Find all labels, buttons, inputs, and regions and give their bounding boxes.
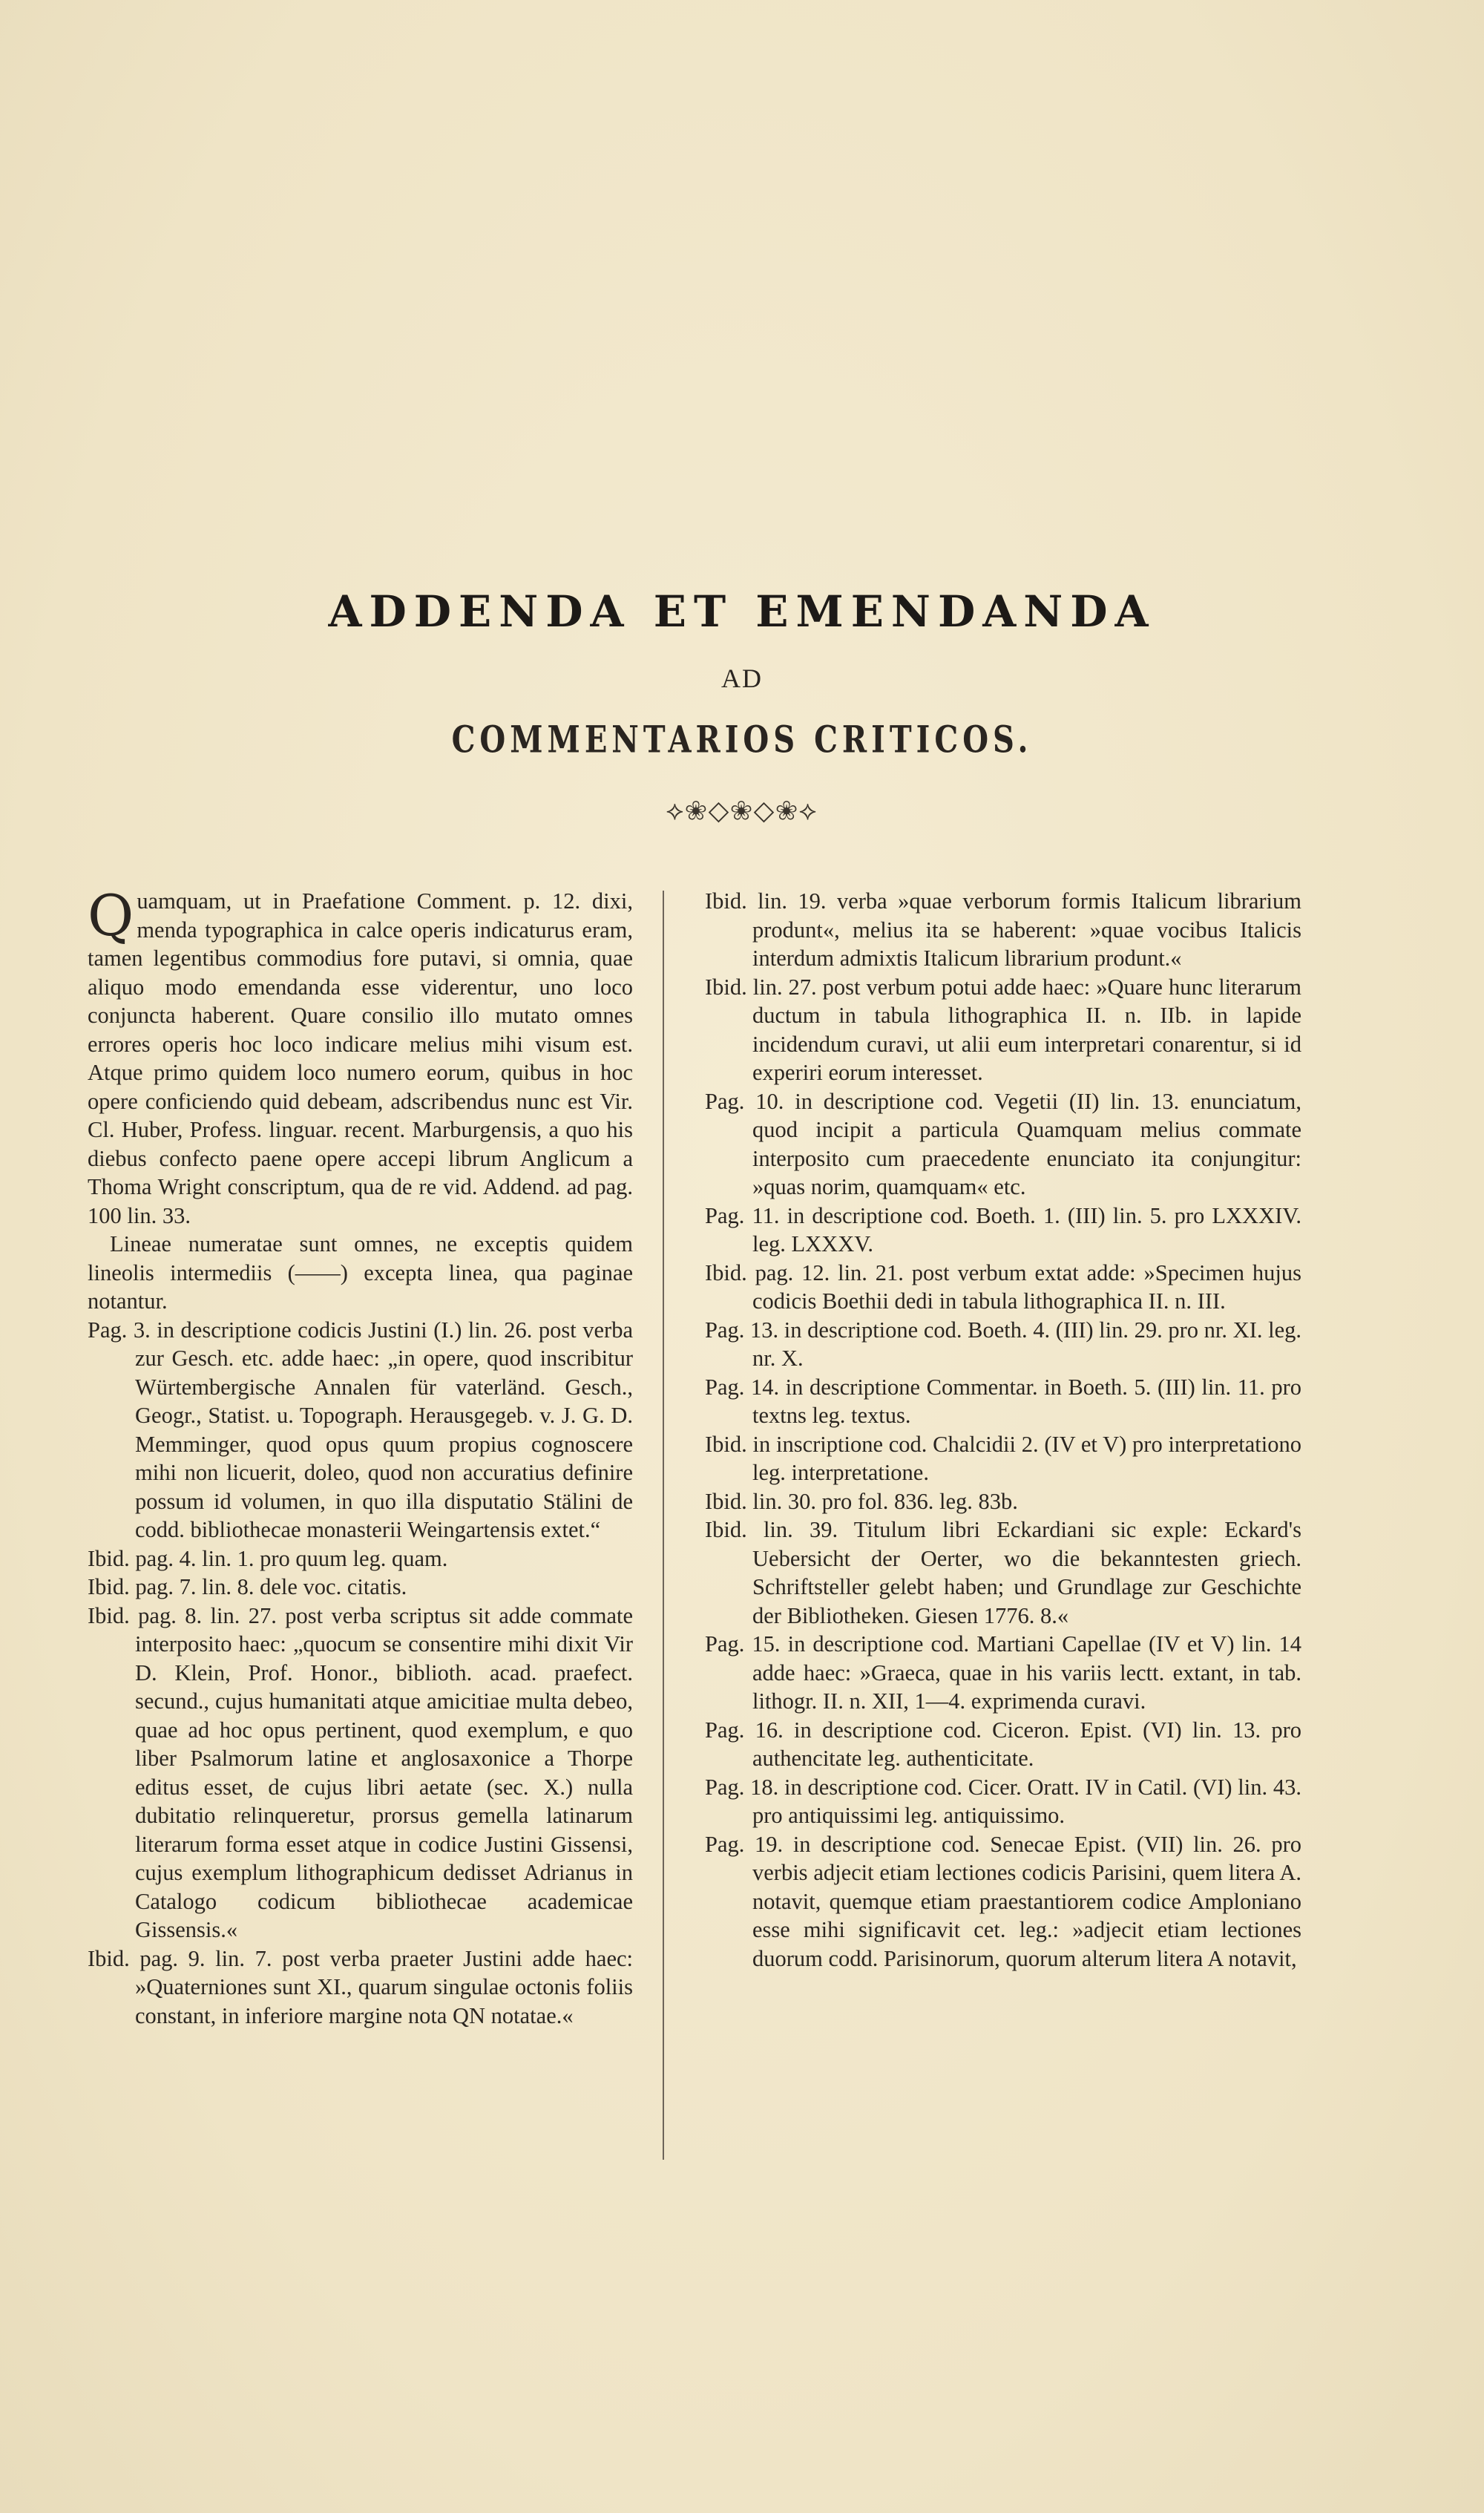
erratum-entry: Ibid. lin. 30. pro fol. 836. leg. 83b. [705, 1488, 1018, 1514]
erratum-entry: Ibid. lin. 27. post verbum potui adde haec: »Quare hunc literarum ductum in tabula lithographica II. n. IIb. in lapide incidendum curavi, ut alii eum interpretari conarentur, si id experiri eorum interesset. [705, 974, 1301, 1085]
intro-paragraph [88, 882, 633, 1230]
erratum-entry: Pag. 18. in descriptione cod. Cicer. Oratt. IV in Catil. (VI) lin. 43. pro antiquissimi leg. antiquissimo. [705, 1774, 1301, 1828]
intro-text: uamquam, ut in Praefatione Comment. p. 12. dixi, menda typographica in calce operis indicaturus eram, tamen legentibus commodius fore putavi, si omnia, quae aliquo modo emendanda esse viderentur, uno loco conjuncta haberent. Quare consilio illo mutato omnes errores operis hoc loco indicare melius mihi visum est. Atque primo quidem loco numero eorum, quibus in hoc opere conficiendo quid debeam, adscribendus nunc est Vir. Cl. Huber, Profess. linguar. recent. Marburgensis, a quo his diebus confecto paene opere accepi librum Anglicum a Thoma Wright conscriptum, qua de re vid. Addend. ad pag. 100 lin. 33. [88, 888, 633, 1228]
erratum-entry: Ibid. pag. 4. lin. 1. pro quum leg. quam. [88, 1545, 448, 1571]
erratum-entry: Ibid. pag. 9. lin. 7. post verba praeter Justini adde haec: »Quaterniones sunt XI., quarum singulae octonis foliis constant, in inferiore margine nota QN notatae.« [88, 1945, 633, 2028]
erratum-entry: Pag. 19. in descriptione cod. Senecae Epist. (VII) lin. 26. pro verbis adjecit etiam lectiones codicis Parisini, quem litera A. notavit, quemque etiam praestantiorem codice Amploniano esse mihi significavit cet. leg.: »adjecit etiam lectiones duorum codd. Parisinorum, quorum alterum litera A notavit, [705, 1831, 1301, 1971]
column-divider [663, 891, 664, 2160]
erratum-entry: Ibid. pag. 8. lin. 27. post verba scriptus sit adde commate interposito haec: „quocum se consentire mihi dixit Vir D. Klein, Prof. Honor., biblioth. acad. praefect. secund., cujus humanitati atque amicitiae multa debeo, quae ad hoc opus pertinent, quod exemplum, e quo liber Psalmorum latine et anglosaxonice a Thorpe editus esset, de cujus libri aetate (sec. X.) nulla dubitatio relinqueretur, prorsus gemella latinarum literarum forma esset atque in codice Justini Gissensi, cujus exemplum lithographicum dedisset Adrianus in Catalogo codicum bibliothecae academicae Gissensis.« [88, 1602, 633, 1942]
erratum-entry: Ibid. in inscriptione cod. Chalcidii 2. (IV et V) pro interpretationo leg. interpretatione. [705, 1431, 1301, 1485]
title-ad: AD [721, 664, 763, 693]
erratum-entry: Pag. 16. in descriptione cod. Ciceron. Epist. (VI) lin. 13. pro authencitate leg. authenticitate. [705, 1717, 1301, 1771]
erratum-entry: Pag. 15. in descriptione cod. Martiani Capellae (IV et V) lin. 14 adde haec: »Graeca, quae in his variis lectt. extant, in tab. lithogr. II. n. XII, 1—4. exprimenda curavi. [705, 1631, 1301, 1714]
erratum-entry: Pag. 14. in descriptione Commentar. in Boeth. 5. (III) lin. 11. pro textns leg. textus. [705, 1374, 1301, 1428]
erratum-entry: Pag. 11. in descriptione cod. Boeth. 1. (III) lin. 5. pro LXXXIV. leg. LXXXV. [705, 1202, 1301, 1256]
erratum-entry: Pag. 13. in descriptione cod. Boeth. 4. (III) lin. 29. pro nr. XI. leg. nr. X. [705, 1317, 1301, 1371]
erratum-entry: Pag. 3. in descriptione codicis Justini (I.) lin. 26. post verba zur Gesch. etc. adde haec: „in opere, quod inscribitur Würtembergische Annalen für vaterländ. Gesch., Geogr., Statist. u. Topograph. Herausgegeb. v. J. G. D. Memminger, quod opus quum propius cognoscere mihi non licuerit, doleo, quod non accuratius definire possum id volumen, in quo illa disputatio Stälini de codd. bibliothecae monasterii Weingartensis extet.“ [88, 1317, 633, 1542]
erratum-entry: Ibid. pag. 7. lin. 8. dele voc. citatis. [88, 1574, 407, 1599]
erratum-entry: Ibid. pag. 12. lin. 21. post verbum extat adde: »Specimen hujus codicis Boethii dedi in tabula lithographica II. n. III. [705, 1259, 1301, 1314]
drop-cap: Q [88, 882, 134, 948]
erratum-entry: Ibid. lin. 39. Titulum libri Eckardiani sic exple: Eckard's Uebersicht der Oerter, wo die bekanntesten griech. Schriftsteller gelebt haben; und Grundlage zur Geschichte der Bibliotheken. Giesen 1776. 8.« [705, 1517, 1301, 1628]
erratum-entry: Ibid. lin. 19. verba »quae verborum formis Italicum librarium produnt«, melius ita se haberent: »quae vocibus Italicis interdum admixtis Italicum librarium produnt.« [705, 888, 1301, 971]
erratum-entry: Pag. 10. in descriptione cod. Vegetii (II) lin. 13. enunciatum, quod incipit a particula Quamquam melius commate interposito cum praecedente enunciato ita conjungitur: »quas norim, quamquam« etc. [705, 1088, 1301, 1199]
left-column [88, 882, 633, 2030]
lines-note: Lineae numeratae sunt omnes, ne exceptis quidem lineolis intermediis (——) excepta linea, qua paginae notantur. [88, 1231, 633, 1314]
page-title: ADDENDA ET EMENDANDA [328, 586, 1156, 637]
ornament-divider: ⟡❀◇❀◇❀⟡ [666, 796, 818, 825]
right-column [705, 887, 1301, 1973]
page-subtitle: COMMENTARIOS CRITICOS. [451, 718, 1033, 761]
